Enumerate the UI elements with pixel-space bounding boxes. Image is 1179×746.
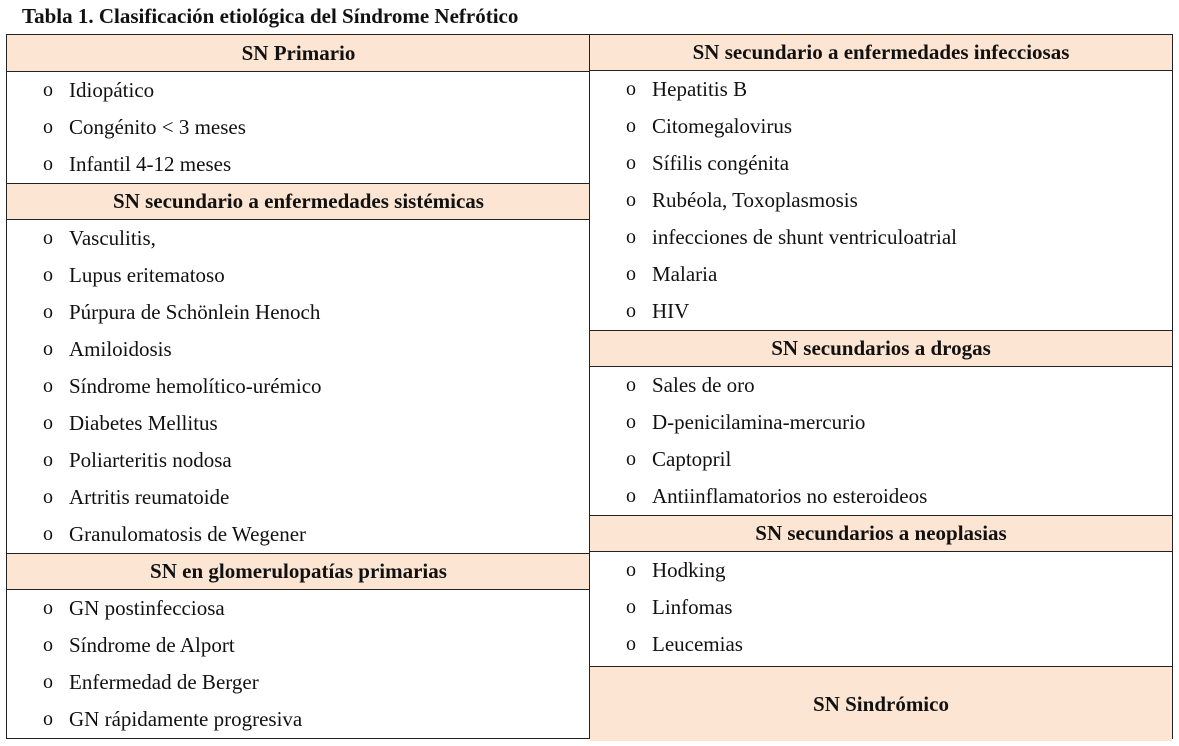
item-label: Hepatitis B [652, 77, 748, 101]
item-label: D-penicilamina-mercurio [652, 410, 866, 434]
right-column [589, 34, 1173, 739]
bullet-icon: o [626, 411, 636, 433]
list-item [590, 182, 1172, 219]
list-item [7, 146, 590, 183]
list-item [590, 256, 1172, 293]
list-item [7, 590, 590, 627]
list-item [590, 478, 1172, 515]
item-label: Púrpura de Schönlein Henoch [69, 300, 321, 324]
item-label: Síndrome hemolítico-urémico [69, 374, 322, 398]
bullet-icon: o [43, 375, 53, 397]
item-label: Sífilis congénita [652, 151, 790, 175]
bullet-icon: o [43, 449, 53, 471]
bullet-icon: o [626, 152, 636, 174]
item-label: Captopril [652, 447, 732, 471]
bullet-icon: o [626, 115, 636, 137]
list-item [590, 367, 1172, 404]
item-label: infecciones de shunt ventriculoatrial [652, 225, 957, 249]
list-item [7, 294, 590, 331]
list-sn-drogas [590, 367, 1172, 515]
item-label: Linfomas [652, 595, 733, 619]
list-item [7, 331, 590, 368]
bullet-icon: o [43, 153, 53, 175]
item-label: Hodking [652, 558, 726, 582]
bullet-icon: o [43, 597, 53, 619]
section-header-sn-neoplasias: SN secundarios a neoplasias [590, 515, 1172, 552]
bullet-icon: o [626, 448, 636, 470]
list-item [7, 109, 590, 146]
list-item [590, 404, 1172, 441]
list-item [7, 405, 590, 442]
list-item [7, 516, 590, 553]
list-item [590, 219, 1172, 256]
bullet-icon: o [626, 633, 636, 655]
item-label: Leucemias [652, 632, 743, 656]
bullet-icon: o [43, 116, 53, 138]
item-label: Síndrome de Alport [69, 633, 235, 657]
item-label: Malaria [652, 262, 718, 286]
bullet-icon: o [43, 634, 53, 656]
item-label: Enfermedad de Berger [69, 670, 259, 694]
list-item [590, 589, 1172, 626]
list-item [590, 441, 1172, 478]
bullet-icon: o [626, 559, 636, 581]
item-label: Poliarteritis nodosa [69, 448, 232, 472]
item-label: Citomegalovirus [652, 114, 792, 138]
bullet-icon: o [626, 189, 636, 211]
bullet-icon: o [626, 78, 636, 100]
list-sn-infecciosas [590, 71, 1172, 330]
list-item [590, 626, 1172, 663]
item-label: Infantil 4-12 meses [69, 152, 232, 176]
item-label: Artritis reumatoide [69, 485, 230, 509]
item-label: GN postinfecciosa [69, 596, 225, 620]
bullet-icon: o [626, 226, 636, 248]
list-item [7, 701, 590, 738]
list-item [590, 71, 1172, 108]
item-label: Diabetes Mellitus [69, 411, 218, 435]
list-sn-primario [7, 72, 590, 183]
item-label: Rubéola, Toxoplasmosis [652, 188, 858, 212]
bullet-icon: o [43, 671, 53, 693]
list-item [7, 368, 590, 405]
bullet-icon: o [626, 374, 636, 396]
item-label: Antiinflamatorios no esteroideos [652, 484, 928, 508]
item-label: Granulomatosis de Wegener [69, 522, 307, 546]
bullet-icon: o [43, 227, 53, 249]
list-item [7, 664, 590, 701]
item-label: Idiopático [69, 78, 155, 102]
list-item [590, 145, 1172, 182]
bullet-icon: o [43, 708, 53, 730]
list-sn-sistemicas [7, 220, 590, 553]
item-label: HIV [652, 299, 690, 323]
section-header-sn-sistemicas: SN secundario a enfermedades sistémicas [7, 183, 590, 220]
bullet-icon: o [43, 486, 53, 508]
list-item [590, 108, 1172, 145]
bullet-icon: o [43, 523, 53, 545]
list-sn-neoplasias [590, 552, 1172, 663]
list-item [7, 479, 590, 516]
bullet-icon: o [43, 338, 53, 360]
left-column [6, 34, 590, 739]
item-label: Amiloidosis [69, 337, 172, 361]
list-item [7, 72, 590, 109]
bullet-icon: o [626, 485, 636, 507]
list-item [590, 552, 1172, 589]
list-item [590, 293, 1172, 330]
section-header-sn-drogas: SN secundarios a drogas [590, 330, 1172, 367]
bullet-icon: o [43, 412, 53, 434]
section-header-sn-primario: SN Primario [7, 35, 590, 72]
item-label: Lupus eritematoso [69, 263, 225, 287]
section-header-sn-infecciosas: SN secundario a enfermedades infecciosas [590, 35, 1172, 71]
bullet-icon: o [626, 263, 636, 285]
item-label: Congénito < 3 meses [69, 115, 246, 139]
bullet-icon: o [626, 300, 636, 322]
list-sn-glomerulopatias [7, 590, 590, 738]
list-item [7, 627, 590, 664]
list-item [7, 442, 590, 479]
bullet-icon: o [43, 301, 53, 323]
item-label: Sales de oro [652, 373, 755, 397]
list-item [7, 220, 590, 257]
bullet-icon: o [626, 596, 636, 618]
item-label: Vasculitis, [69, 226, 156, 250]
list-item [7, 257, 590, 294]
section-header-sn-sindromico: SN Sindrómico [590, 666, 1172, 741]
bullet-icon: o [43, 79, 53, 101]
bullet-icon: o [43, 264, 53, 286]
table-caption: Tabla 1. Clasificación etiológica del Síndrome Nefrótico [22, 4, 519, 28]
item-label: GN rápidamente progresiva [69, 707, 303, 731]
section-header-sn-glomerulopatias: SN en glomerulopatías primarias [7, 553, 590, 590]
